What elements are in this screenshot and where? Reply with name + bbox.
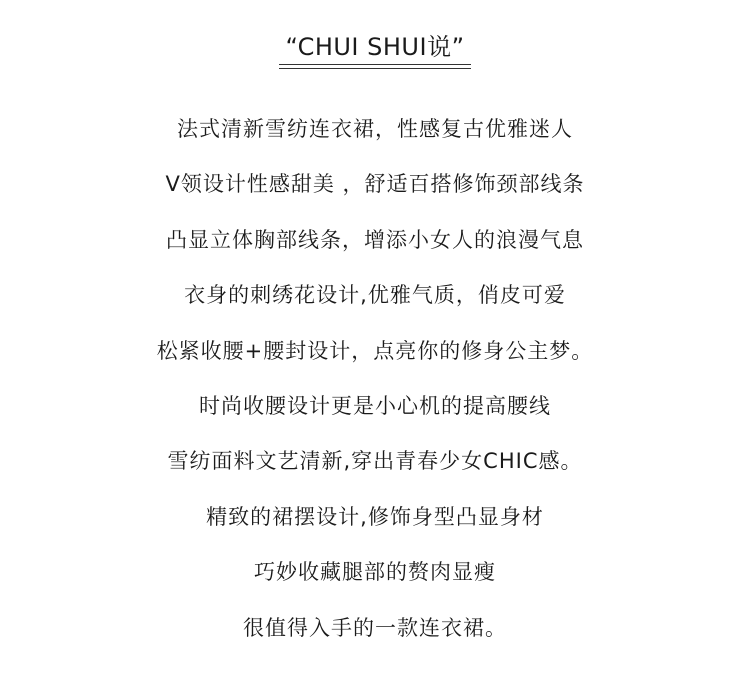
heading-block — [0, 32, 750, 65]
description-line-2: V领设计性感甜美 ，舒适百搭修饰颈部线条 — [165, 172, 585, 197]
description-line-8: 精致的裙摆设计,修饰身型凸显身材 — [206, 504, 544, 529]
description-line-5: 松紧收腰+腰封设计，点亮你的修身公主梦。 — [156, 338, 594, 363]
description-line-9: 巧妙收藏腿部的赘肉显瘦 — [254, 560, 496, 585]
description-line-1: 法式清新雪纺连衣裙，性感复古优雅迷人 — [177, 117, 573, 141]
description-line-7: 雪纺面料文艺清新,穿出青春少女CHIC感。 — [167, 449, 583, 474]
description-line-3: 凸显立体胸部线条，增添小女人的浪漫气息 — [166, 227, 584, 252]
page-title: “CHUI SHUI说” — [279, 32, 470, 65]
description-line-6: 时尚收腰设计更是小心机的提高腰线 — [199, 393, 551, 418]
description-line-10: 很值得入手的一款连衣裙。 — [243, 615, 507, 640]
description-line-4: 衣身的刺绣花设计,优雅气质，俏皮可爱 — [184, 283, 566, 308]
description-list — [0, 111, 750, 665]
